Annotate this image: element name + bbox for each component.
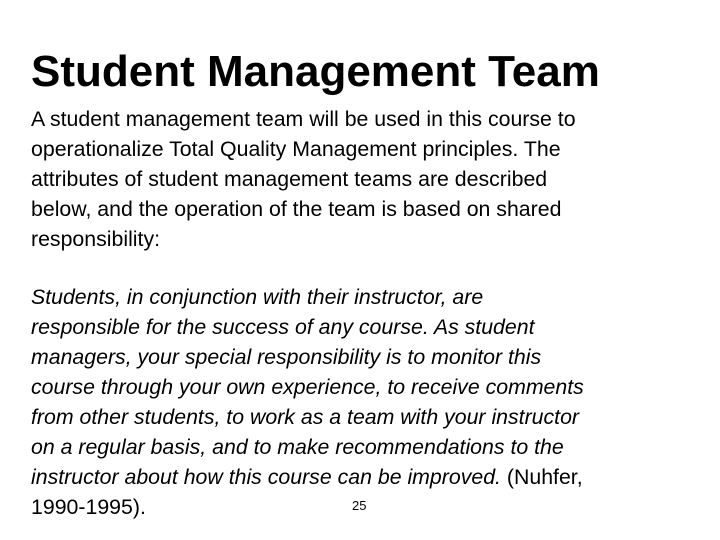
quote-line-italic: instructor about how this course can be improved. xyxy=(31,465,501,489)
intro-line: A student management team will be used in this course to xyxy=(31,107,576,131)
intro-line: operationalize Total Quality Management principles. The xyxy=(31,137,561,161)
citation-years: 1990-1995). xyxy=(31,495,146,519)
quote-line: course through your own experience, to receive comments xyxy=(31,375,584,399)
quote-line: managers, your special responsibility is to monitor this xyxy=(31,345,542,369)
quote-line: from other students, to work as a team with your instructor xyxy=(31,405,580,429)
quote-paragraph xyxy=(31,282,701,522)
quote-last-line xyxy=(31,462,701,492)
intro-line: responsibility: xyxy=(31,227,161,251)
quote-line: Students, in conjunction with their instructor, are xyxy=(31,285,484,309)
intro-line: attributes of student management teams are described xyxy=(31,167,548,191)
slide-title: Student Management Team xyxy=(31,47,600,96)
quote-line: responsible for the success of any course. As student xyxy=(31,315,535,339)
slide-number: 25 xyxy=(352,498,367,513)
intro-line: below, and the operation of the team is based on shared xyxy=(31,197,562,221)
quote-line: on a regular basis, and to make recommendations to the xyxy=(31,435,564,459)
citation-author: (Nuhfer, xyxy=(500,465,583,489)
intro-paragraph xyxy=(31,104,701,254)
